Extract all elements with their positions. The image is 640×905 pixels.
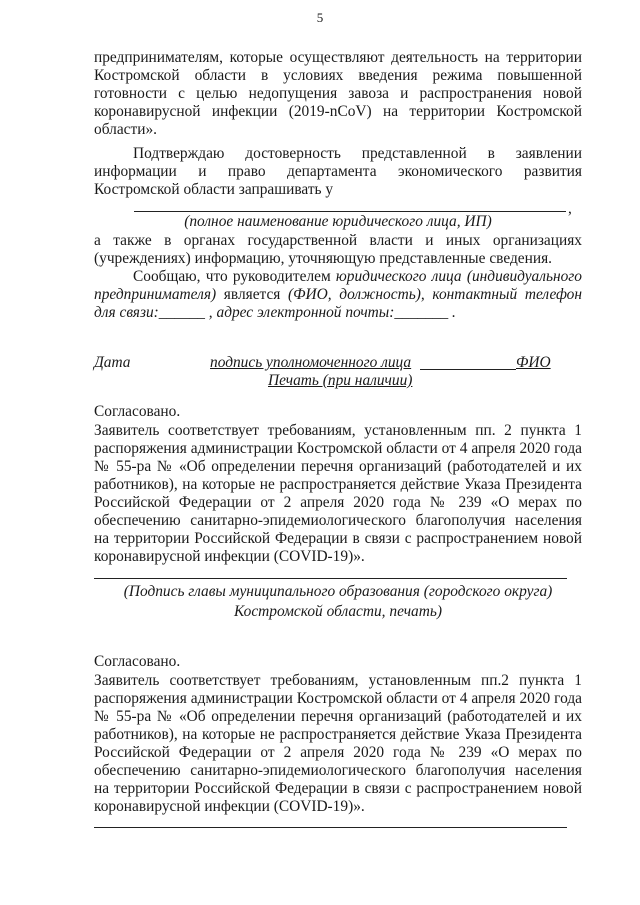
signature-authorized: подпись уполномоченного лица <box>210 354 412 371</box>
also-paragraph: а также в органах государственной власти и иных организациях (учреждениях) информацию, уточняющую представленные сведения. <box>94 232 582 267</box>
legal-name-caption: (полное наименование юридического лица, ИП) <box>184 213 492 230</box>
manager-paragraph <box>94 268 582 322</box>
signature-seal: Печать (при наличии) <box>268 372 413 389</box>
page-number: 5 <box>316 10 324 25</box>
manager-contacts: (ФИО, должность), контактный телефон для связи:______ , адрес электронной почты:_______ . <box>94 286 582 321</box>
manager-prefix: Сообщаю, что руководителем <box>133 268 336 285</box>
manager-legal-entity: юридического лица (индивидуального предпринимателя) <box>94 268 582 303</box>
agreed-title-1: Согласовано. <box>94 403 181 420</box>
head-signature-caption-2: Костромской области, печать) <box>234 603 442 620</box>
signature-fio: ФИО <box>516 354 551 371</box>
blank-line-comma: , <box>568 200 572 217</box>
signature-line-1 <box>94 578 567 579</box>
manager-mid: является <box>216 286 289 303</box>
signature-date: Дата <box>94 354 131 371</box>
head-signature-caption-1: (Подпись главы муниципального образования (городского округа) <box>123 583 553 600</box>
agreed-text-2: Заявитель соответствует требованиям, установленным пп.2 пункта 1 распоряжения администрации Костромской области от 4 апреля 2020 года № 55-ра № «Об определении перечня организаций (работодателей и их работников), на которые не распространяется действие Указа Президента Российской Федерации от 2 апреля 2020 года № 239 «О мерах по обеспечению санитарно-эпидемиологического благополучия населения на территории Российской Федерации в связи с распространением новой коронавирусной инфекции (COVID-19)». <box>94 672 582 815</box>
agreed-title-2: Согласовано. <box>94 653 181 670</box>
signature-line-gap <box>420 369 516 370</box>
legal-name-blank-line <box>134 211 566 212</box>
signature-line-2 <box>94 827 567 828</box>
agreed-text-1: Заявитель соответствует требованиям, установленным пп. 2 пункта 1 распоряжения администрации Костромской области от 4 апреля 2020 года № 55-ра № «Об определении перечня организаций (работодателей и их работников), на которые не распространяется действие Указа Президента Российской Федерации от 2 апреля 2020 года № 239 «О мерах по обеспечению санитарно-эпидемиологического благополучия населения на территории Российской Федерации в связи с распространением новой коронавирусной инфекции (COVID-19)». <box>94 422 582 565</box>
confirmation-paragraph: Подтверждаю достоверность представленной в заявлении информации и право департамента экономического развития Костромской области запрашивать у <box>94 145 582 198</box>
continuation-paragraph: предпринимателям, которые осуществляют деятельность на территории Костромской области в условиях введения режима повышенной готовности с целью недопущения завоза и распространения новой коронавирусной инфекции (2019-nCoV) на территории Костромской области». <box>94 49 582 138</box>
